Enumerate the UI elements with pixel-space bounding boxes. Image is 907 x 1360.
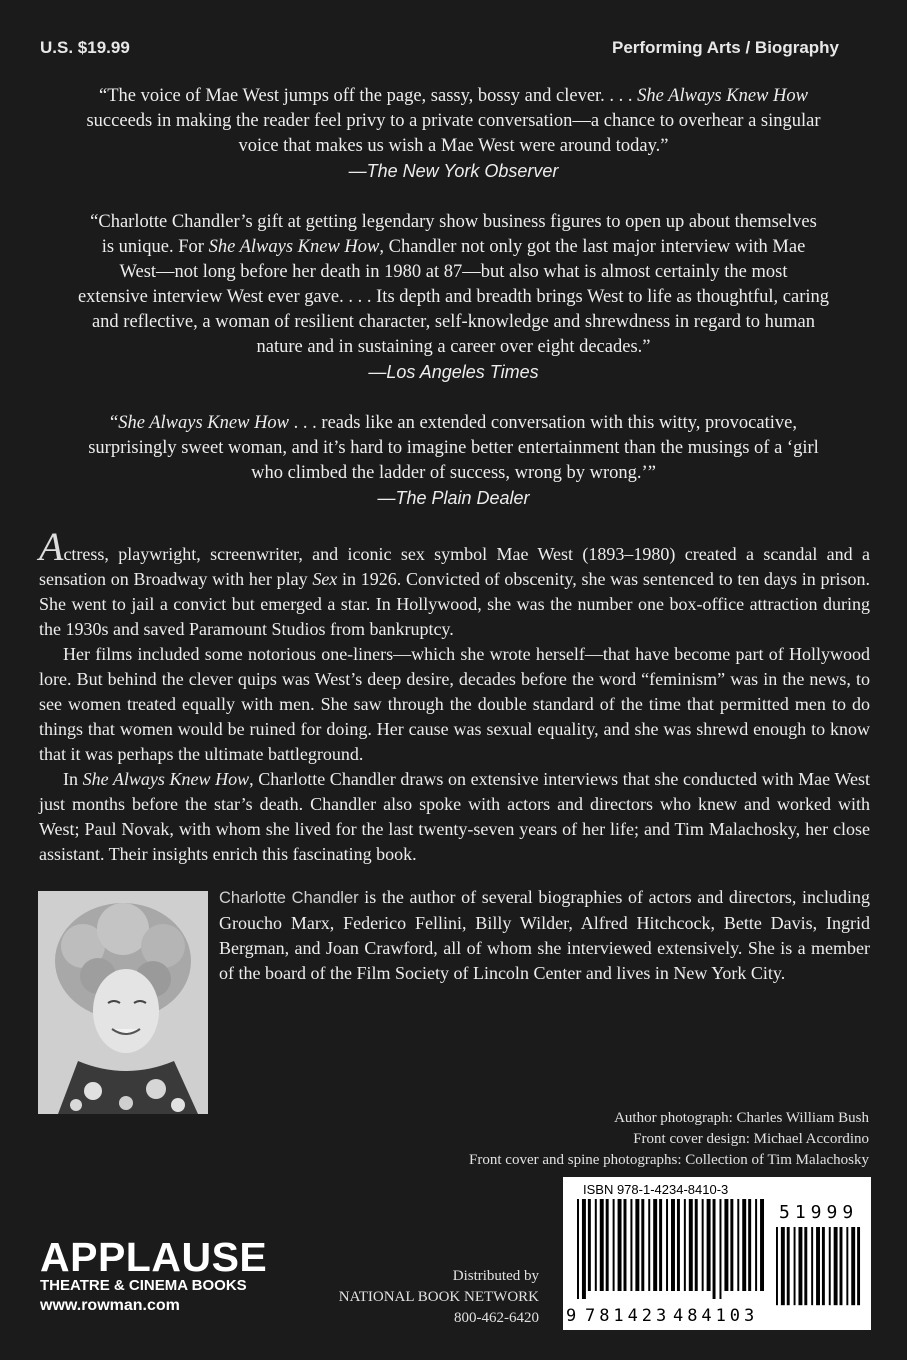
barcode-bar	[776, 1227, 778, 1305]
barcode-bar	[857, 1227, 860, 1305]
barcode-bar	[834, 1227, 838, 1305]
barcode-bar	[781, 1227, 785, 1305]
quote-attribution: —Los Angeles Times	[368, 362, 539, 382]
barcode-bar	[755, 1199, 757, 1291]
description-paragraph: In She Always Knew How, Charlotte Chandler draws on extensive interviews that she conducted with Mae West just months before the star’s death. Chandler also spoke with actors and directors who knew and worked with West; Paul Novak, with whom she lived for the last twenty-seven years of her life; and Tim Malachosky, her close assistant. Their insights enrich this fascinating book.	[39, 769, 870, 864]
barcode-bar	[630, 1199, 632, 1291]
barcode-bar	[804, 1227, 807, 1305]
barcode-digit: 1	[613, 1306, 624, 1326]
barcode-bar	[840, 1227, 843, 1305]
barcode-digit: 2	[641, 1306, 653, 1326]
barcode-bar	[666, 1199, 668, 1291]
barcode-bar	[677, 1199, 680, 1291]
quote-line: surprisingly sweet woman, and it’s hard to imagine better entertainment than the musings of a ‘girl	[88, 438, 819, 458]
drop-cap: A	[39, 524, 64, 569]
isbn-barcode	[563, 1177, 871, 1330]
category: Performing Arts / Biography	[611, 38, 839, 57]
barcode-bar	[748, 1199, 751, 1291]
quote-line: “Charlotte Chandler’s gift at getting legendary show business figures to open up about themselves	[90, 212, 817, 232]
barcode-bar	[829, 1227, 831, 1305]
barcode-bar	[822, 1227, 825, 1305]
barcode-bar	[624, 1199, 627, 1291]
barcode-bar	[588, 1199, 591, 1291]
distributor-name: NATIONAL BOOK NETWORK	[338, 1289, 539, 1305]
description-paragraph: Actress, playwright, screenwriter, and iconic sex symbol Mae West (1893–1980) created a scandal and a sensation on Broadway with her play Sex in 1926. Convicted of obscenity, she was sentenced to ten days in prison. She went to jail a convict but emerged a star. In Hollywood, she was the number one box-office attraction during the 1930s and saved Paramount Studios from bankruptcy.	[39, 524, 870, 639]
quote-attribution: —The New York Observer	[348, 161, 559, 181]
barcode-bar	[635, 1199, 639, 1291]
author-bio: Charlotte Chandler is the author of several biographies of actors and directors, including Groucho Marx, Federico Fellini, Billy Wilder, Alfred Hitchcock, Bette Davis, Ingrid Bergman, and Joan Crawford, all of whom she interviewed extensively. She is a member of the board of the Film Society of Lincoln Center and lives in New York City.	[219, 887, 870, 983]
barcode-bar	[707, 1199, 711, 1291]
barcode-bar	[613, 1199, 615, 1291]
author-name: Charlotte Chandler	[219, 889, 359, 907]
barcode-digit: 8	[687, 1306, 698, 1326]
credit-line: Author photograph: Charles William Bush	[614, 1110, 869, 1126]
barcode-bar	[811, 1227, 813, 1305]
publisher-logo	[40, 1234, 268, 1316]
barcode-bar	[724, 1199, 728, 1291]
barcode-bar	[794, 1227, 796, 1305]
barcode-bar	[582, 1199, 586, 1299]
barcode-digit: 9	[566, 1306, 577, 1326]
distributor-label: Distributed by	[452, 1268, 539, 1284]
quote-line: succeeds in making the reader feel privy to a private conversation—a chance to overhear a singular	[86, 111, 821, 131]
barcode-bars	[577, 1199, 765, 1299]
barcode-digit: 3	[656, 1306, 667, 1326]
barcode-bar	[730, 1199, 733, 1291]
book-description	[39, 524, 870, 867]
barcode-bar	[737, 1199, 739, 1291]
quote-line: West—not long before her death in 1980 at 87—but also what is almost certainly the most	[119, 262, 788, 282]
quote-latimes	[30, 210, 877, 385]
distributor-info	[310, 1266, 539, 1329]
credit-line: Front cover and spine photographs: Collection of Tim Malachosky	[469, 1152, 869, 1168]
barcode-digit: 4	[701, 1306, 712, 1326]
distributor-phone: 800-462-6420	[454, 1310, 539, 1326]
quote-line: and reflective, a woman of resilient character, self-knowledge and shrewdness in regard to human	[91, 312, 816, 332]
barcode-digit: 7	[585, 1306, 596, 1326]
barcode-bar	[671, 1199, 675, 1291]
barcode-bar	[846, 1227, 848, 1305]
barcode-bar	[689, 1199, 693, 1291]
publisher-subtitle: THEATRE & CINEMA BOOKS	[40, 1277, 247, 1294]
price-code: 51999	[779, 1202, 859, 1223]
barcode-bar	[702, 1199, 704, 1291]
barcode-bar	[787, 1227, 790, 1305]
barcode-bar	[695, 1199, 698, 1291]
barcode-digit: 1	[715, 1306, 726, 1326]
barcode-bar	[641, 1199, 644, 1291]
price: U.S. $19.99	[40, 38, 130, 57]
barcode-bar	[798, 1227, 802, 1305]
barcode-bar	[595, 1199, 597, 1291]
barcode-digit: 8	[599, 1306, 610, 1326]
quote-line: who climbed the ladder of success, wrong by wrong.’”	[251, 463, 656, 483]
barcode-bar	[653, 1199, 657, 1291]
barcode-addon-bars	[776, 1227, 862, 1312]
quote-observer	[30, 84, 877, 184]
barcode-bar	[816, 1227, 820, 1305]
publisher-name: APPLAUSE	[40, 1234, 268, 1280]
description-paragraph: Her films included some notorious one-liners—which she wrote herself—that have become part of Hollywood lore. But behind the clever quips was West’s deep desire, decades before the word “feminism” was in the news, to see women treated equally with men. She saw through the double standard of the time that permitted men to do things that women would be ruined for doing. Her cause was sexual equality, and she was shrewd enough to know that it was perhaps the ultimate battleground.	[39, 644, 870, 764]
publisher-url: www.rowman.com	[40, 1297, 180, 1314]
quote-line: extensive interview West ever gave. . . . Its depth and breadth brings West to life as thoughtful, caring	[77, 287, 830, 307]
isbn-label: ISBN 978-1-4234-8410-3	[583, 1182, 729, 1197]
quote-line: “The voice of Mae West jumps off the page, sassy, bossy and clever. . . . She Always Knew How	[99, 86, 808, 106]
author-portrait-image	[38, 891, 208, 1114]
quote-line: nature and in sustaining a career over eight decades.”	[256, 337, 651, 357]
quote-plaindealer	[30, 411, 877, 511]
barcode-bar	[659, 1199, 662, 1291]
barcode-bar	[719, 1199, 721, 1299]
quote-line: is unique. For She Always Knew How, Chandler not only got the last major interview with Mae	[101, 237, 806, 257]
barcode-digit: 0	[729, 1306, 741, 1326]
quote-line: voice that makes us wish a Mae West were around today.”	[238, 136, 669, 156]
quote-attribution: —The Plain Dealer	[377, 488, 530, 508]
barcode-bar	[648, 1199, 650, 1291]
barcode-bar	[851, 1227, 855, 1305]
barcode-bar	[577, 1199, 579, 1299]
barcode-digit: 4	[627, 1306, 638, 1326]
author-photo	[38, 891, 208, 1114]
barcode-bar	[618, 1199, 622, 1291]
barcode-digit: 4	[673, 1306, 684, 1326]
barcode-bar	[600, 1199, 604, 1291]
quote-line: “She Always Knew How . . . reads like an extended conversation with this witty, provocative,	[110, 413, 797, 433]
barcode-bar	[606, 1199, 609, 1291]
barcode-bar	[742, 1199, 746, 1291]
barcode-bar	[684, 1199, 686, 1291]
photo-credits	[469, 1108, 869, 1171]
credit-line: Front cover design: Michael Accordino	[633, 1131, 869, 1147]
barcode-bar	[760, 1199, 764, 1291]
barcode-bar	[713, 1199, 716, 1299]
barcode-digit: 3	[744, 1306, 755, 1326]
